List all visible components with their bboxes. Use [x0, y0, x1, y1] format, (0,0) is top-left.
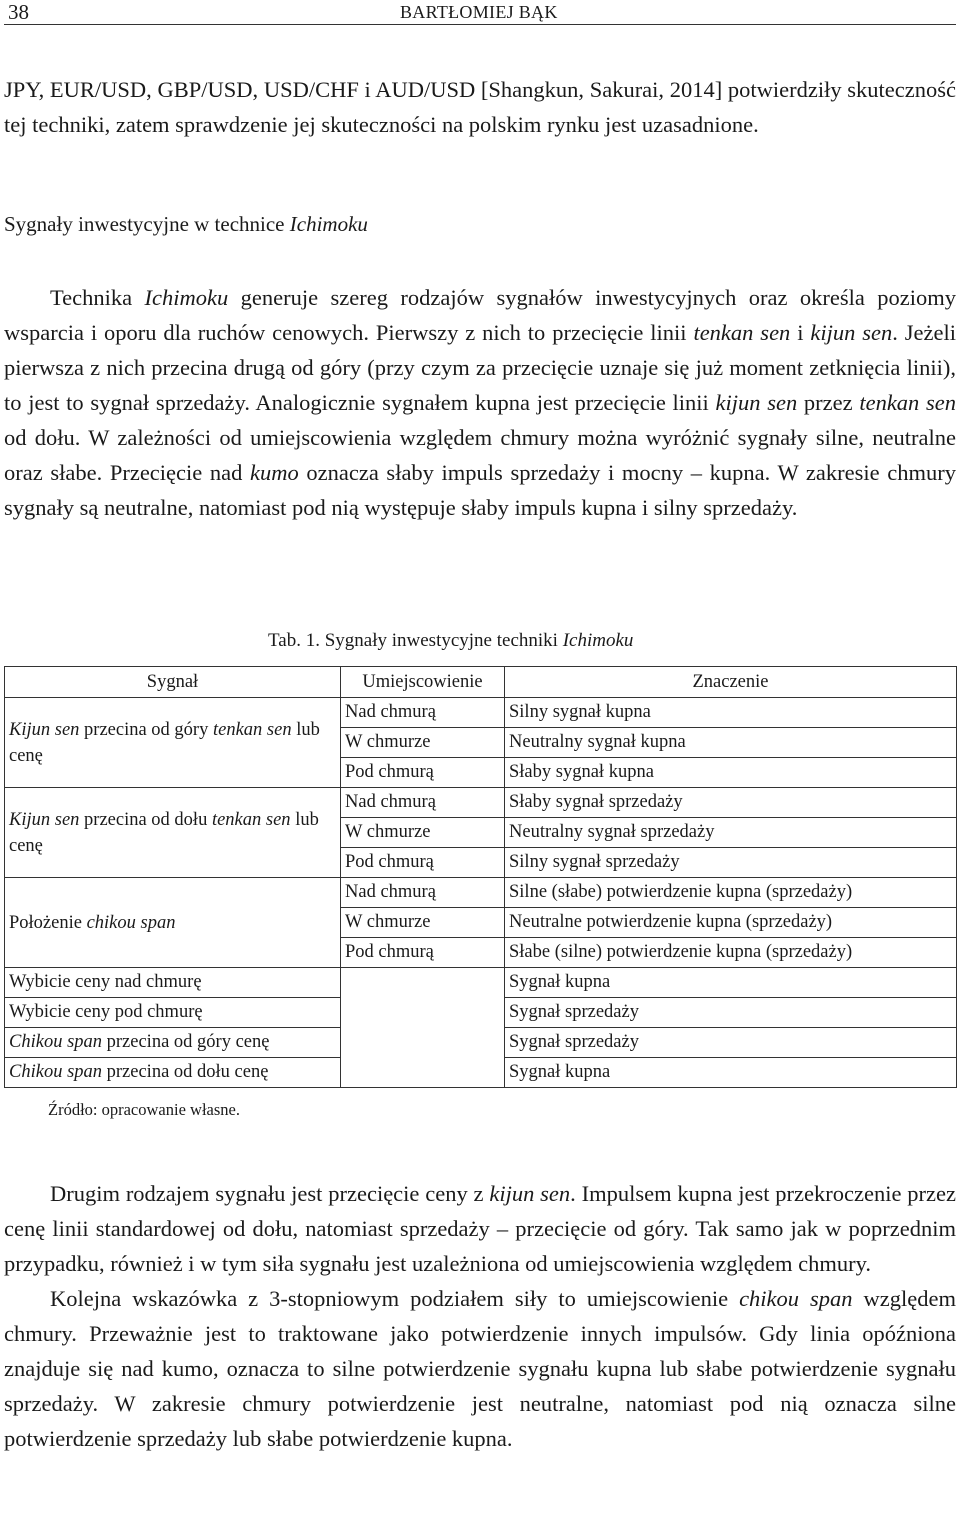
signal-cell: Wybicie ceny nad chmurę [5, 968, 341, 998]
table-header-row [5, 667, 957, 698]
placement-cell: Nad chmurą [341, 788, 505, 818]
meaning-cell: Sygnał kupna [505, 968, 957, 998]
signal-cell: Chikou span przecina od dołu cenę [5, 1058, 341, 1088]
intro-paragraph [4, 72, 956, 142]
signal-cell: Kijun sen przecina od dołu tenkan sen lub cenę [5, 788, 341, 878]
section-heading [4, 212, 368, 237]
column-header-placement: Umiejscowienie [341, 667, 505, 698]
paragraph-chikou-span: Kolejna wskazówka z 3-stopniowym podziałem siły to umiejscowienie chikou span względem chmury. Przeważnie jest to traktowane jako potwierdzenie innych impulsów. Gdy linia opóźniona znajduje się nad kumo, oznacza to silne potwierdzenie sygnału kupna lub słabe potwierdzenie sygnału sprzedaży. W zakresie chmury potwierdzenie jest neutralne, natomiast pod nią oznacza silne potwierdzenie sprzedaży lub słabe potwierdzenie kupna. [4, 1286, 957, 1451]
section-paragraph-text: Technika Ichimoku generuje szereg rodzajów sygnałów inwestycyjnych oraz określa poziomy wsparcia i oporu dla ruchów cenowych. Pierwszy z nich to przecięcie linii tenkan sen i kijun sen. Jeżeli pierwsza z nich przecina drugą od góry (przy czym za przecięcie uznaje się już moment zetknięcia linii), to jest to sygnał sprzedaży. Analogicznie sygnałem kupna jest przecięcie linii kijun sen przez tenkan sen od dołu. W zależności od umiejscowienia względem chmury można wyróżnić sygnały silne, neutralne oraz słabe. Przecięcie nad kumo oznacza słaby impuls sprzedaży i mocny – kupna. W zakresie chmury sygnały są neutralne, natomiast pod nią występuje słaby impuls kupna i silny sprzedaży. [4, 285, 957, 520]
table-row [5, 698, 957, 728]
intro-text: JPY, EUR/USD, GBP/USD, USD/CHF i AUD/USD [Shangkun, Sakurai, 2014] potwierdziły skuteczność tej techniki, zatem sprawdzenie jej skuteczności na polskim rynku jest uzasadnione. [4, 77, 956, 137]
placement-cell: Pod chmurą [341, 758, 505, 788]
placement-cell-empty [341, 968, 505, 1088]
meaning-cell: Neutralny sygnał kupna [505, 728, 957, 758]
signal-cell: Położenie chikou span [5, 878, 341, 968]
meaning-cell: Silny sygnał kupna [505, 698, 957, 728]
column-header-signal: Sygnał [5, 667, 341, 698]
meaning-cell: Słabe (silne) potwierdzenie kupna (sprzedaży) [505, 938, 957, 968]
signals-table [4, 666, 957, 1088]
running-head: BARTŁOMIEJ BĄK [400, 2, 558, 22]
meaning-cell: Silny sygnał sprzedaży [505, 848, 957, 878]
source-note: Źródło: opracowanie własne. [48, 1100, 240, 1119]
signal-cell: Kijun sen przecina od góry tenkan sen lub cenę [5, 698, 341, 788]
paragraph-price-crossing: Drugim rodzajem sygnału jest przecięcie ceny z kijun sen. Impulsem kupna jest przekroczenie przez cenę linii standardowej od dołu, natomiast sprzedaży – przecięcie od góry. Tak samo jak w poprzednim przypadku, również i w tym siła sygnału jest uzależniona od umiejscowienia względem chmury. [4, 1181, 956, 1276]
table-row [5, 878, 957, 908]
meaning-cell: Słaby sygnał kupna [505, 758, 957, 788]
meaning-cell: Neutralny sygnał sprzedaży [505, 818, 957, 848]
placement-cell: W chmurze [341, 728, 505, 758]
placement-cell: Nad chmurą [341, 698, 505, 728]
column-header-meaning: Znaczenie [505, 667, 957, 698]
section-paragraph [4, 280, 956, 525]
page-number: 38 [8, 0, 29, 24]
header-rule [4, 24, 956, 25]
placement-cell: W chmurze [341, 818, 505, 848]
table-caption: Tab. 1. Sygnały inwestycyjne techniki Ichimoku [268, 630, 634, 651]
table-row [5, 788, 957, 818]
meaning-cell: Sygnał kupna [505, 1058, 957, 1088]
signal-cell: Wybicie ceny pod chmurę [5, 998, 341, 1028]
signal-cell: Chikou span przecina od góry cenę [5, 1028, 341, 1058]
meaning-cell: Sygnał sprzedaży [505, 998, 957, 1028]
meaning-cell: Silne (słabe) potwierdzenie kupna (sprzedaży) [505, 878, 957, 908]
meaning-cell: Słaby sygnał sprzedaży [505, 788, 957, 818]
section-heading-term: Ichimoku [289, 212, 368, 236]
placement-cell: Nad chmurą [341, 878, 505, 908]
closing-paragraphs [4, 1176, 956, 1456]
placement-cell: W chmurze [341, 908, 505, 938]
placement-cell: Pod chmurą [341, 938, 505, 968]
section-heading-text: Sygnały inwestycyjne w technice [4, 212, 290, 236]
meaning-cell: Sygnał sprzedaży [505, 1028, 957, 1058]
table-row [5, 968, 957, 998]
placement-cell: Pod chmurą [341, 848, 505, 878]
meaning-cell: Neutralne potwierdzenie kupna (sprzedaży) [505, 908, 957, 938]
